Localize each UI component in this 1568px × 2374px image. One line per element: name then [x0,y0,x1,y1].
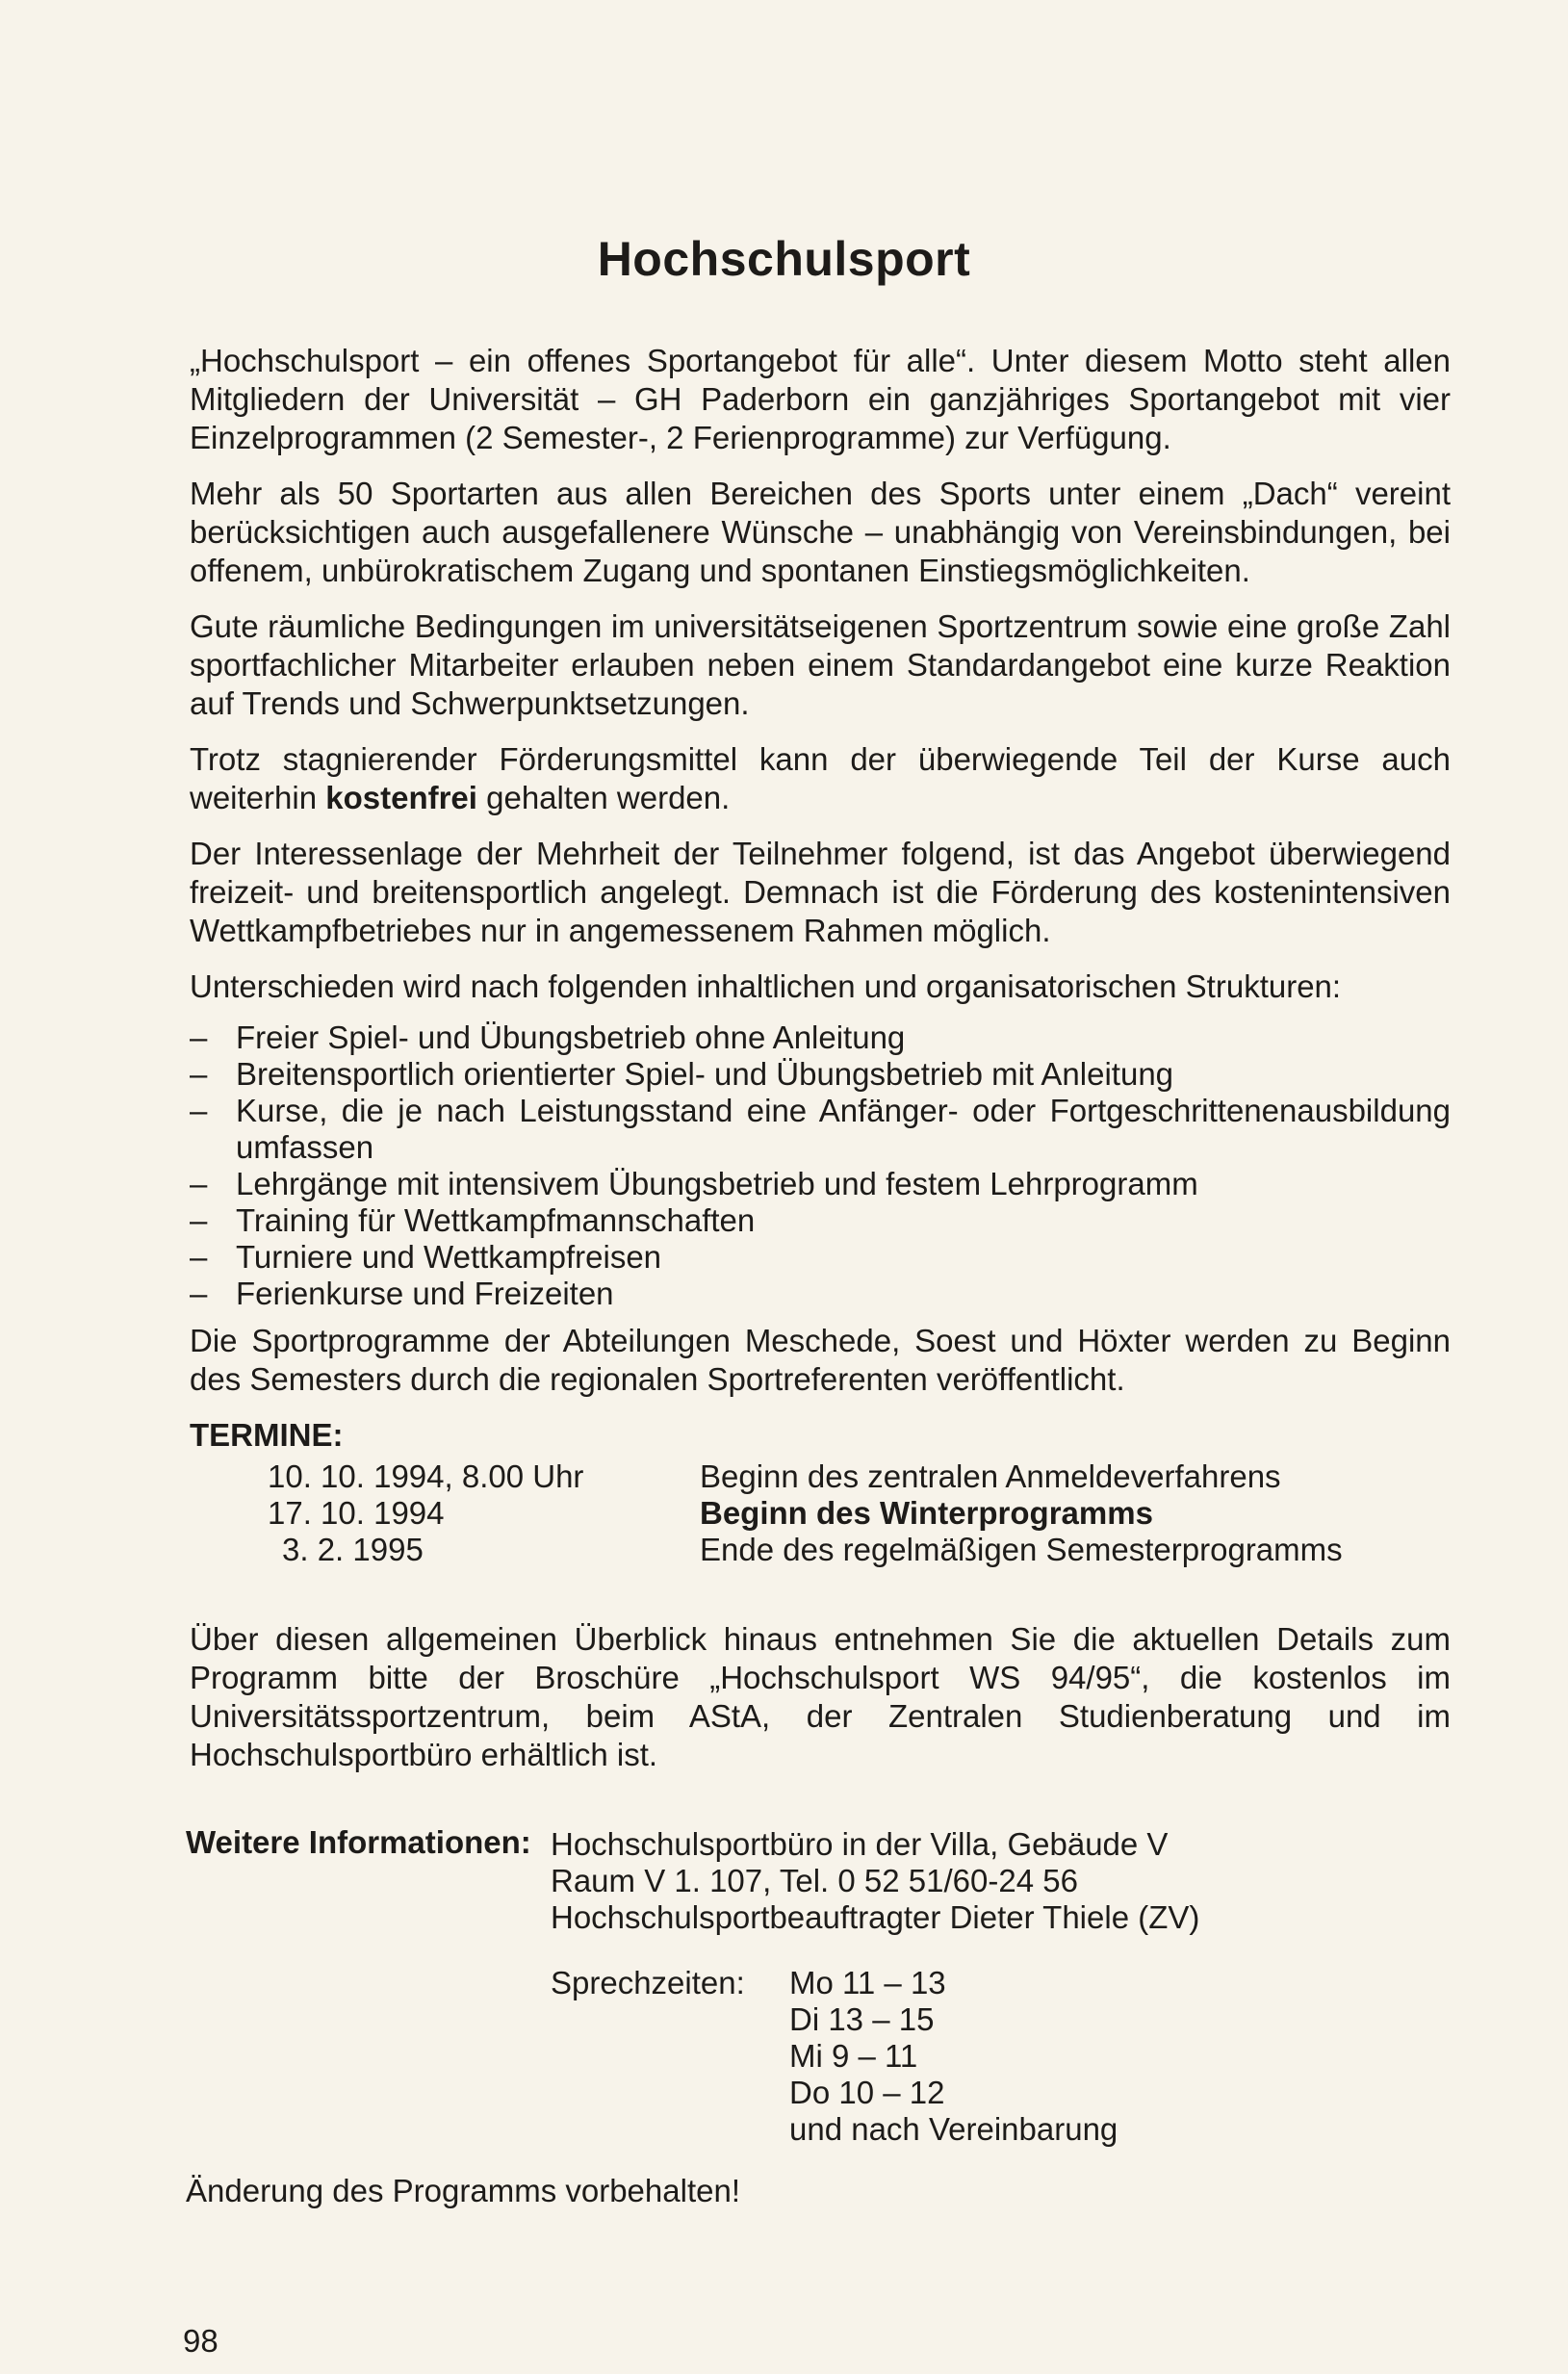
termine-label: TERMINE: [190,1417,344,1453]
paragraph-motto: „Hochschulsport – ein offenes Sportangebot für alle“. Unter diesem Motto steht allen Mitgliedern der Universität – GH Paderborn ein ganzjähriges Sportangebot mit vier Einzelprogrammen (2 Semester-, 2 Ferienprogramme) zur Verfügung. [190,343,1451,455]
paragraph-bedingungen: Gute räumliche Bedingungen im universitätseigenen Sportzentrum sowie eine große Zahl sportfachlicher Mitarbeiter erlauben neben einem Standardangebot eine kurze Reaktion auf Trends und Schwerpunktsetzungen. [190,608,1451,721]
termine-date: 10. 10. 1994, 8.00 Uhr [268,1458,584,1494]
info-address-line: Hochschulsportbüro in der Villa, Gebäude V [551,1826,1169,1862]
list-dash: – [190,1202,208,1238]
list-dash: – [190,1276,208,1311]
list-item: – Training für Wettkampfmannschaften [190,1202,756,1238]
termine-row [0,1495,1568,1532]
intro-text [190,342,1451,1416]
list-item: – Kurse, die je nach Leistungsstand eine Anfänger- oder Fortgeschrittenenausbildung umfassen [190,1093,1451,1165]
brochure-text [190,1620,1451,1792]
structures-list [190,1019,1451,1312]
sprechzeit-entry: Di 13 – 15 [789,2001,935,2037]
termine-row [0,1458,1568,1495]
sprechzeit-entry: Mi 9 – 11 [789,2038,918,2074]
termine-desc: Beginn des zentralen Anmeldeverfahrens [700,1458,1281,1494]
paragraph-interessenlage: Der Interessenlage der Mehrheit der Teilnehmer folgend, ist das Angebot überwiegend freizeit- und breitensportlich angelegt. Demnach ist die Förderung des kostenintensiven Wettkampfbetriebes nur in angemessenem Rahmen möglich. [190,836,1451,948]
list-item: – Lehrgänge mit intensivem Übungsbetrieb und festem Lehrprogramm [190,1166,1198,1201]
paragraph-sportarten: Mehr als 50 Sportarten aus allen Bereichen des Sports unter einem „Dach“ vereint berücksichtigen auch ausgefallenere Wünsche – unabhängig von Vereinsbindungen, bei offenem, unbürokratischem Zugang und spontanen Einstiegsmöglichkeiten. [190,476,1451,588]
termine-desc: Beginn des Winterprogramms [700,1495,1153,1531]
list-item: – Breitensportlich orientierter Spiel- und Übungsbetrieb mit Anleitung [190,1056,1174,1092]
termine-date: 3. 2. 1995 [282,1532,424,1567]
sprechzeit-entry: und nach Vereinbarung [789,2111,1118,2147]
paragraph-broschuere: Über diesen allgemeinen Überblick hinaus entnehmen Sie die aktuellen Details zum Programm bitte der Broschüre „Hochschulsport WS 94/95“, die kostenlos im Universitätssportzentrum, beim AStA, der Zentralen Studienberatung und im Hochschulsportbüro erhältlich ist. [190,1621,1451,1772]
list-dash: – [190,1093,208,1128]
sprechzeit-entry: Do 10 – 12 [789,2075,945,2110]
termine-date: 17. 10. 1994 [268,1495,445,1531]
termine-desc: Ende des regelmäßigen Semesterprogramms [700,1532,1343,1567]
info-label: Weitere Informationen: [186,1824,531,1860]
kostenfrei-bold: kostenfrei [325,780,477,815]
page-title: Hochschulsport [597,232,971,286]
page-number: 98 [183,2323,218,2359]
termine-row [0,1532,1568,1568]
paragraph-kostenfrei [190,740,1451,817]
list-dash: – [190,1019,208,1055]
list-item: – Freier Spiel- und Übungsbetrieb ohne Anleitung [190,1019,906,1055]
list-item: – Turniere und Wettkampfreisen [190,1239,662,1275]
list-dash: – [190,1239,208,1275]
list-dash: – [190,1166,208,1201]
paragraph-abteilungen: Die Sportprogramme der Abteilungen Meschede, Soest und Höxter werden zu Beginn des Semesters durch die regionalen Sportreferenten veröffentlicht. [190,1323,1451,1397]
paragraph-strukturen-intro: Unterschieden wird nach folgenden inhaltlichen und organisatorischen Strukturen: [190,968,1342,1004]
info-contact-line: Hochschulsportbeauftragter Dieter Thiele (ZV) [551,1899,1200,1935]
list-dash: – [190,1056,208,1092]
sprechzeit-entry: Mo 11 – 13 [789,1965,946,2000]
kostenfrei-text-after: gehalten werden. [476,780,731,815]
kostenfrei-text-before: Trotz stagnierender Förderungsmittel kann der überwiegende Teil der Kurse auch weiterhin [190,741,1451,815]
sprechzeiten-label: Sprechzeiten: [551,1965,745,2000]
list-item: – Ferienkurse und Freizeiten [190,1276,614,1311]
change-notice: Änderung des Programms vorbehalten! [186,2173,740,2208]
info-phone-line: Raum V 1. 107, Tel. 0 52 51/60-24 56 [551,1863,1078,1898]
